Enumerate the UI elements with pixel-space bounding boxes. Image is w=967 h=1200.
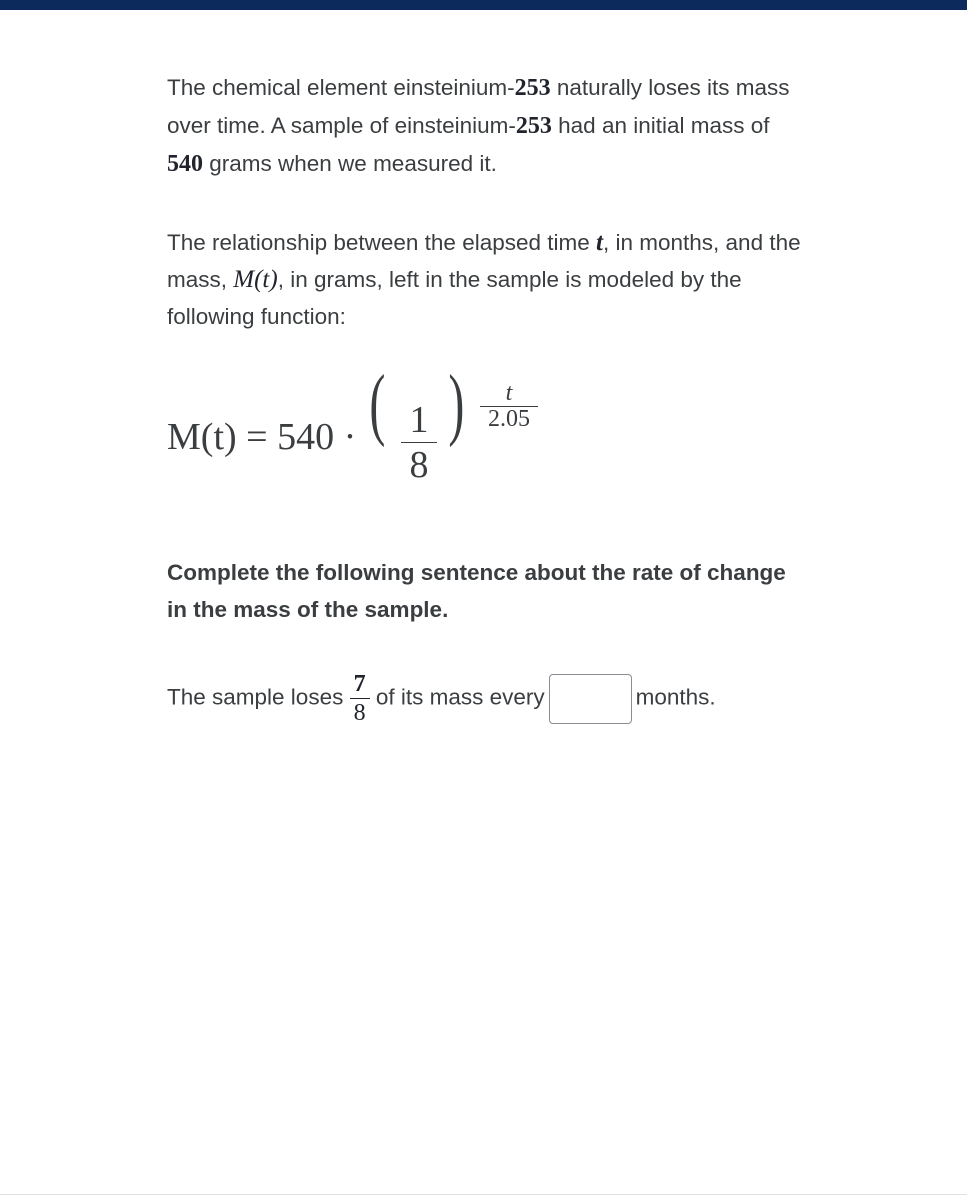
sentence-start: The sample loses	[167, 684, 350, 710]
text: , in months, and the mass,	[167, 230, 801, 292]
intro-paragraph-1	[167, 69, 807, 183]
exponent-denominator: 2.05	[480, 406, 538, 431]
initial-mass: 540	[167, 151, 203, 177]
text: The chemical element einsteinium-	[167, 75, 515, 100]
prompt: Complete the following sentence about the rate of change in the mass of the sample.	[167, 560, 786, 622]
base-numerator: 1	[409, 399, 429, 441]
text: The relationship between the elapsed time	[167, 230, 597, 255]
paren-close: )	[448, 360, 465, 448]
variable-t: t	[596, 229, 603, 256]
text: naturally loses its mass over time. A sample of einsteinium-	[167, 75, 790, 138]
intro-paragraph-2	[167, 224, 807, 335]
text: , in grams, left in the sample is modeled by the following function:	[167, 267, 742, 329]
model-formula	[167, 360, 807, 526]
isotope-number: 253	[514, 75, 551, 101]
sentence-middle: of its mass every	[369, 684, 545, 710]
exponent-numerator: t	[505, 380, 513, 406]
formula-lhs: M(t) = 540 ·	[167, 416, 357, 458]
base-fraction	[401, 398, 437, 487]
fraction-numerator: 7	[353, 671, 366, 697]
isotope-number: 253	[515, 113, 552, 139]
loss-fraction	[350, 670, 370, 727]
base-denominator: 8	[401, 442, 437, 487]
bottom-divider	[0, 1194, 967, 1195]
question-content	[167, 69, 807, 730]
paren-open: (	[369, 360, 386, 448]
function-m: M(t)	[233, 266, 278, 293]
fraction-denominator: 8	[350, 698, 370, 727]
sentence-end: months.	[635, 684, 716, 710]
top-bar	[0, 0, 967, 10]
months-answer-input[interactable]	[549, 674, 632, 724]
exponent-fraction	[480, 380, 538, 431]
answer-sentence	[167, 670, 807, 730]
text: grams when we measured it.	[203, 151, 497, 176]
text: had an initial mass of	[551, 113, 770, 138]
